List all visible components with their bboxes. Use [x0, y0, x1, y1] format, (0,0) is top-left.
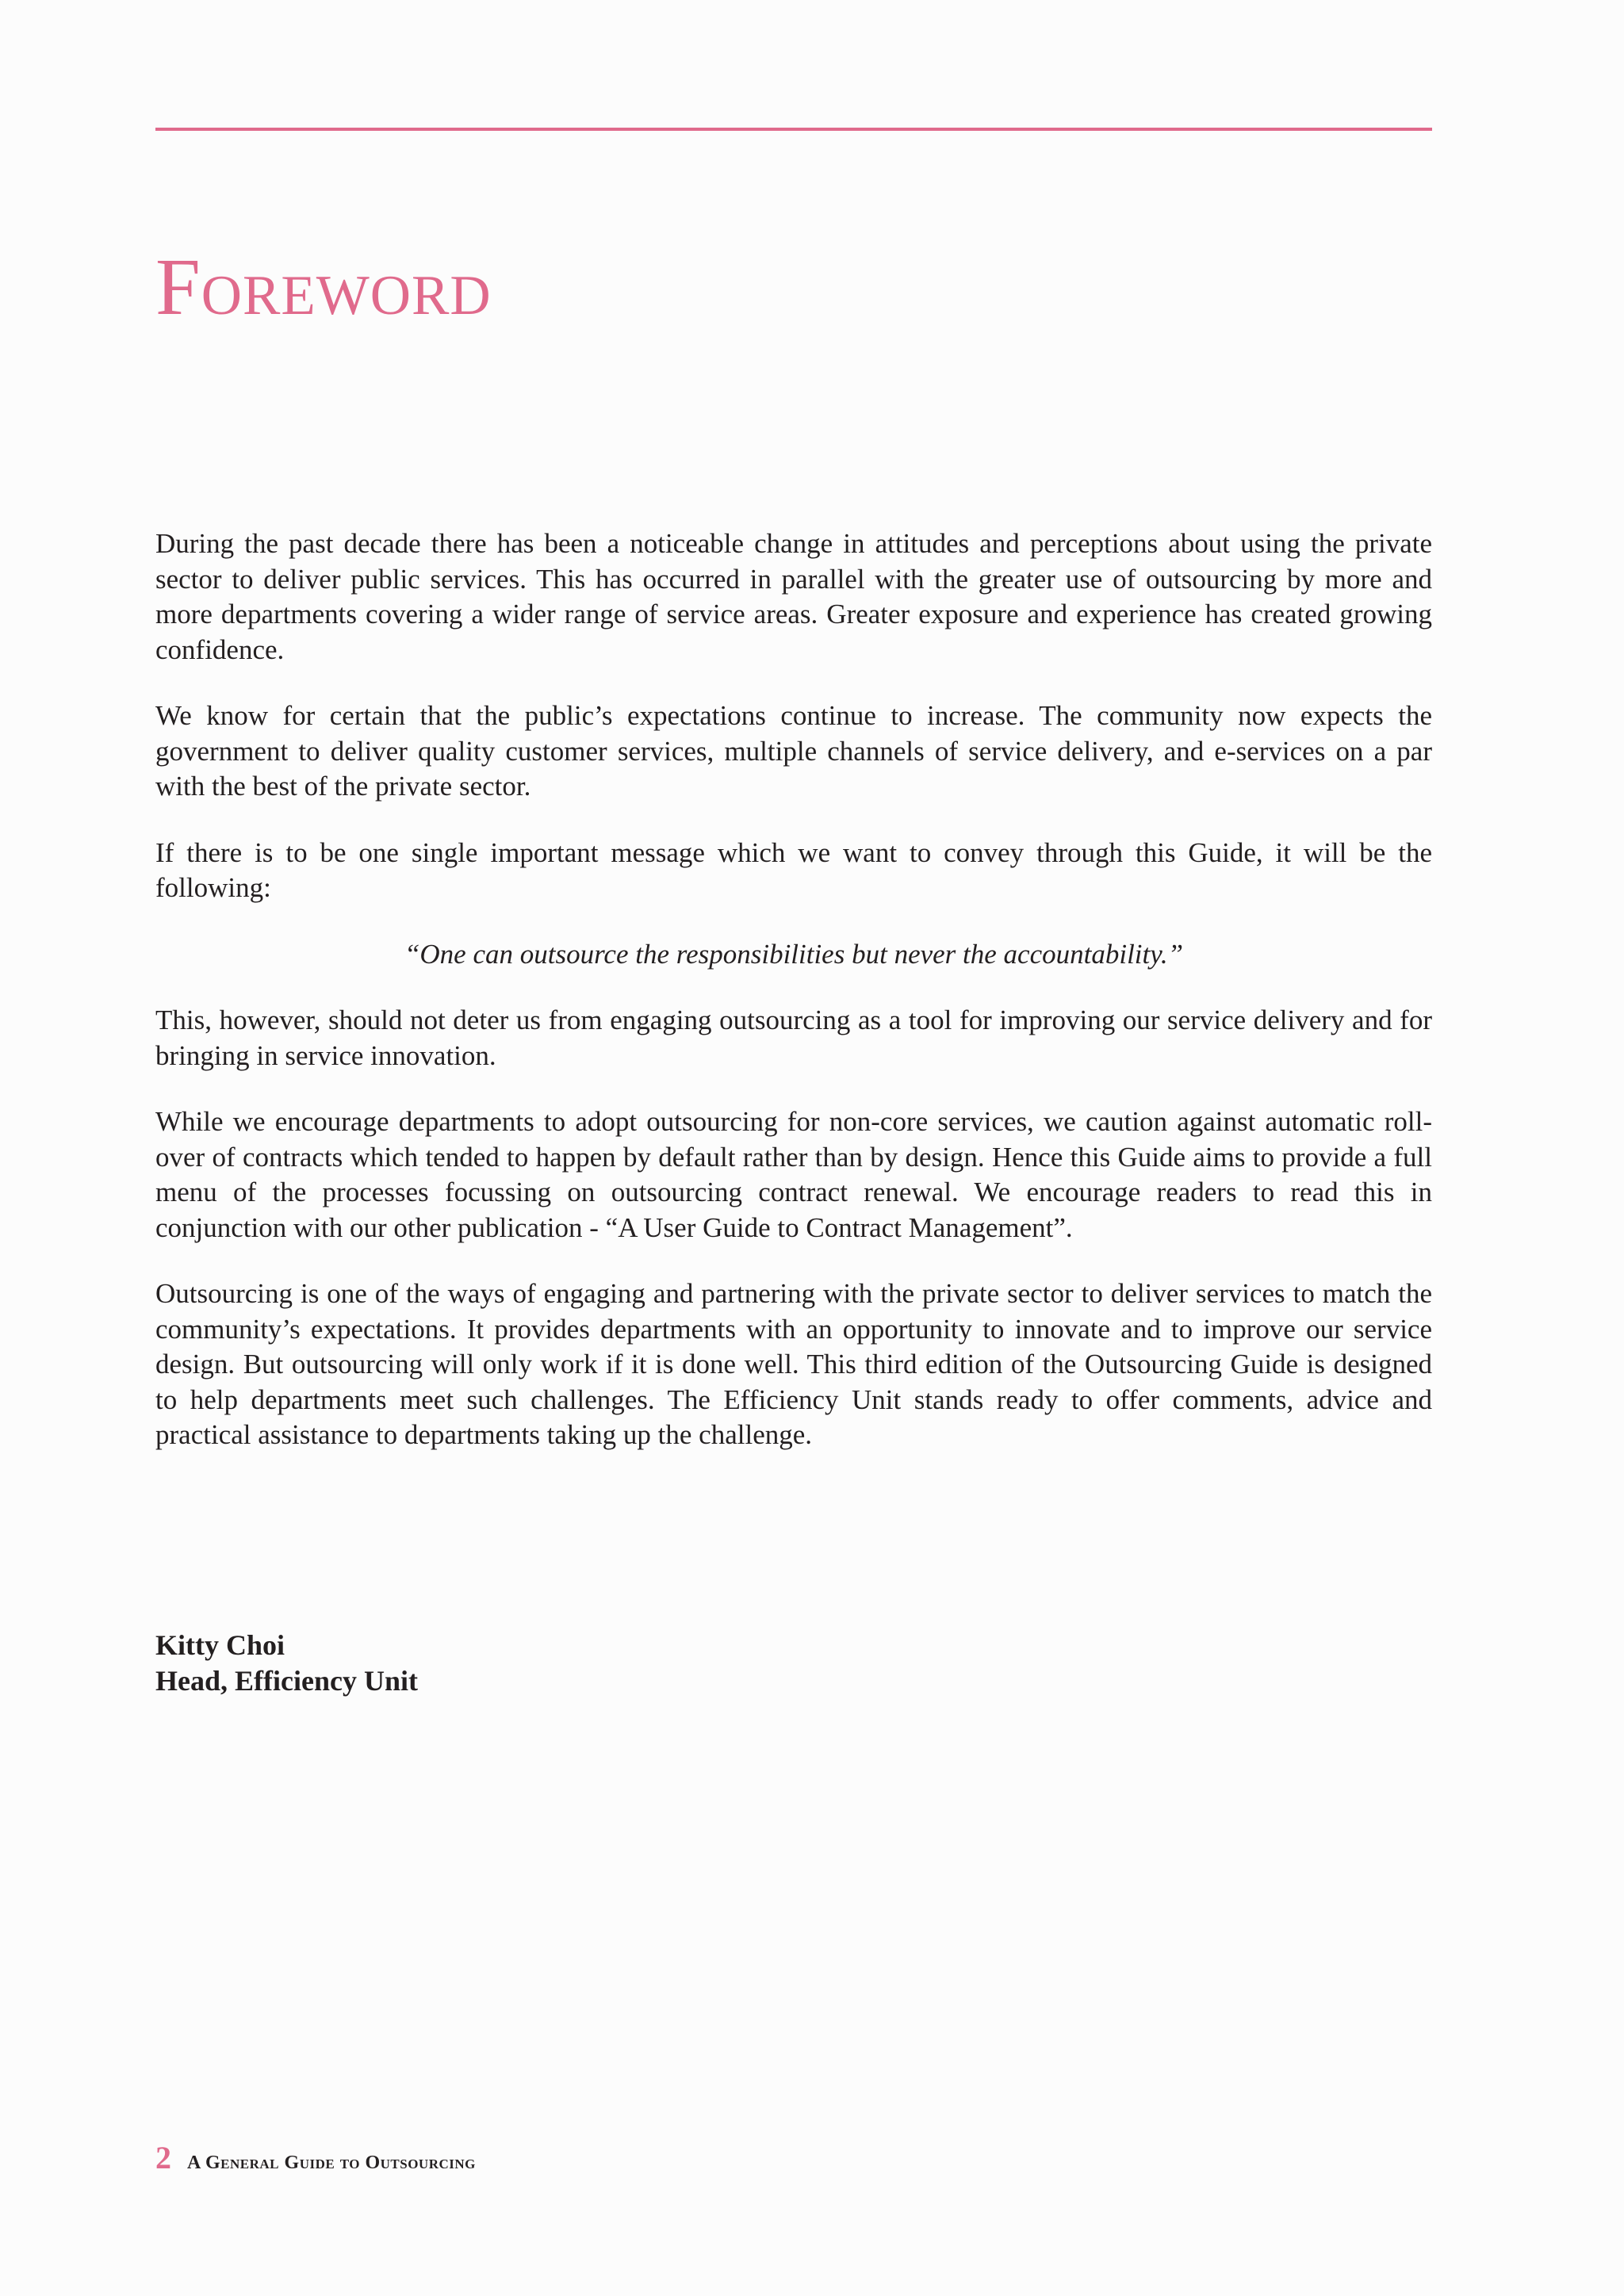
paragraph-3: If there is to be one single important message which we want to convey through this Guide, it will be the following:: [155, 836, 1432, 903]
paragraph-4: This, however, should not deter us from engaging outsourcing as a tool for improving our service delivery and for bringing in service innovation.: [155, 1004, 1432, 1071]
page-number: 2: [155, 2140, 171, 2175]
key-message-quote: “One can outsource the responsibilities but never the accountability.”: [404, 938, 1184, 970]
paragraph-5: While we encourage departments to adopt outsourcing for non-core services, we caution against automatic roll-over of contracts which tended to happen by default rather than by design. Hence this Guide aims to provide a full menu of the processes focussing on outsourcing contract renewal. We encourage readers to read this in conjunction with our other publication - “A User Guide to Contract Management”.: [155, 1106, 1432, 1243]
paragraph-2: We know for certain that the public’s expectations continue to increase. The community now expects the government to deliver quality customer services, multiple channels of service delivery, and e-services on a par with the best of the private sector.: [155, 700, 1432, 802]
foreword-body: [155, 526, 1432, 1484]
publication-title: A General Guide to Outsourcing: [187, 2152, 476, 2173]
page-footer: [155, 2139, 476, 2176]
page-title: Foreword: [155, 243, 492, 332]
header-rule: [155, 128, 1432, 131]
paragraph-6: Outsourcing is one of the ways of engaging and partnering with the private sector to deliver services to match the community’s expectations. It provides departments with an opportunity to innovate and to improve our service design. But outsourcing will only work if it is done well. This third edition of the Outsourcing Guide is designed to help departments meet such challenges. The Efficiency Unit stands ready to offer comments, advice and practical assistance to departments taking up the challenge.: [155, 1278, 1432, 1450]
signatory-name: Kitty Choi: [155, 1629, 285, 1661]
signatory-position: Head, Efficiency Unit: [155, 1665, 418, 1697]
paragraph-1: During the past decade there has been a noticeable change in attitudes and perceptions about using the private sector to deliver public services. This has occurred in parallel with the greater use of outsourcing by more and more departments covering a wider range of service areas. Greater exposure and experience has created growing confidence.: [155, 528, 1432, 665]
signature-block: [155, 1628, 418, 1699]
